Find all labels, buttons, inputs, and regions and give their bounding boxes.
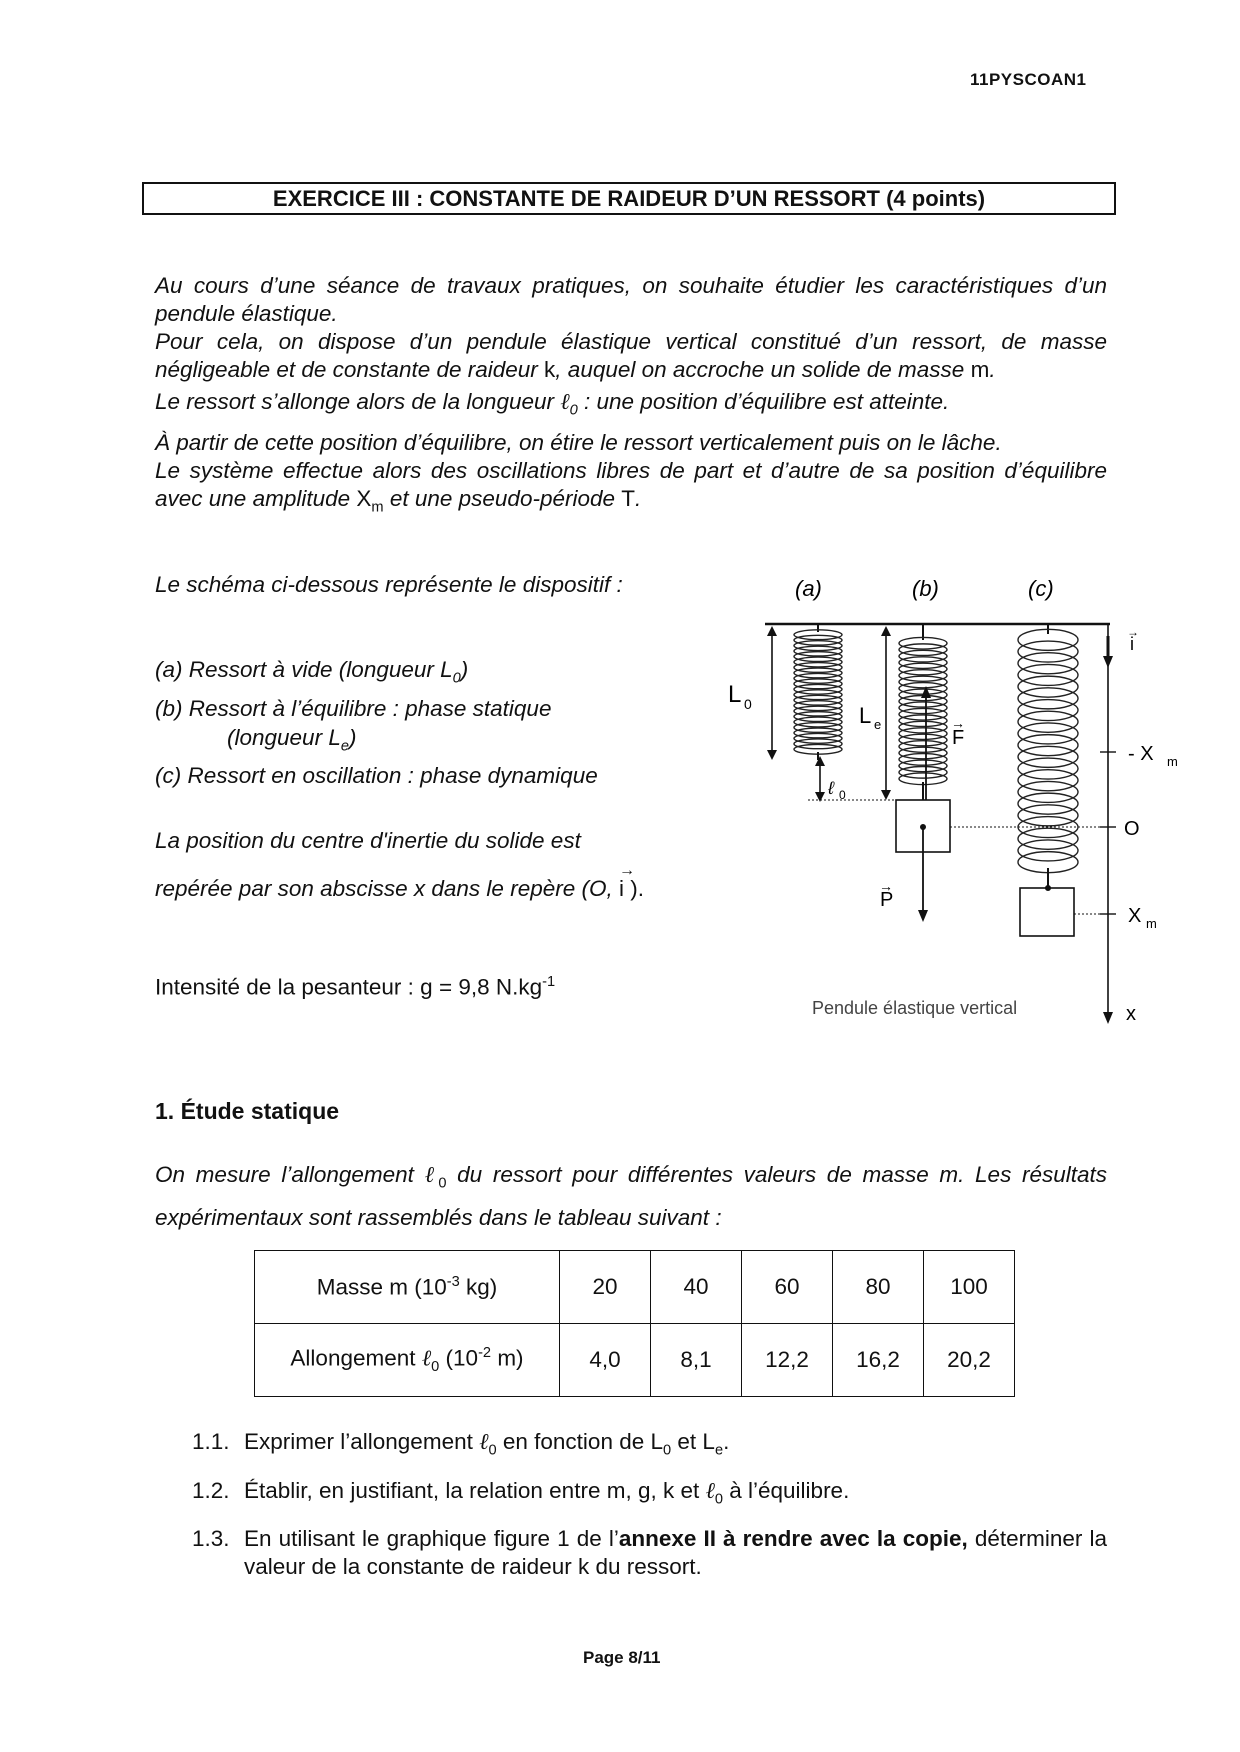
svg-text:0: 0	[839, 788, 846, 802]
svg-text:0: 0	[744, 696, 752, 712]
svg-text:→: →	[1127, 625, 1139, 639]
intro-paragraph-2: Pour cela, on dispose d’un pendule élastique vertical constitué d’un ressort, de masse négligeable et de constante de raideur k, auquel on accroche un solide de masse m.	[155, 329, 1107, 382]
spring-coil	[1018, 700, 1078, 721]
spring-coil	[1018, 641, 1078, 662]
intro-paragraph-3: Le ressort s’allonge alors de la longueur ℓ$_0$ : une position d’équilibre est atteinte.	[155, 389, 950, 419]
document-code: 11PYSCOAN1	[970, 70, 1087, 89]
label-F: F	[952, 727, 965, 749]
table-cell: 40	[651, 1251, 742, 1324]
spring-a	[794, 624, 842, 760]
table-cell: 100	[924, 1251, 1015, 1324]
table-cell: 60	[742, 1251, 833, 1324]
table-cell: 12,2	[742, 1324, 833, 1397]
weight-P-arrow	[918, 827, 928, 922]
svg-text:m: m	[1146, 916, 1157, 931]
length-l0-arrow	[767, 626, 777, 760]
table-header-mass: Masse m ($10^{-3}$ kg)	[255, 1251, 560, 1324]
table-cell: 16,2	[833, 1324, 924, 1397]
column-label-a: (a)	[795, 576, 822, 601]
label-x: x	[1126, 1003, 1136, 1025]
svg-text:→: →	[951, 715, 965, 731]
spring-b	[899, 624, 947, 800]
label-L0: L	[728, 681, 742, 708]
label-Le: L	[859, 703, 872, 728]
table-row-elongation	[255, 1324, 1015, 1397]
spring-coil	[1018, 735, 1078, 756]
label-minus-xm: - X	[1128, 743, 1154, 765]
measurement-table	[254, 1250, 1015, 1397]
gravity-value: Intensité de la pesanteur : g = 9,8 $N.kg^{-1}$	[155, 974, 556, 1000]
spring-c	[1018, 624, 1078, 888]
intro-paragraph-1: Au cours d’une séance de travaux pratiques, on souhaite étudier les caractéristiques d’un pendule élastique.	[155, 273, 1107, 326]
position-text-2: repérée par son abscisse x dans le repère (O, → i ).	[155, 862, 645, 901]
table-row-mass	[255, 1251, 1015, 1324]
spring-coil	[1018, 653, 1078, 674]
legend-b-length: (longueur $L_e$)	[227, 724, 357, 754]
schema-label: Le schéma ci-dessous représente le dispositif :	[155, 572, 623, 597]
table-cell: 8,1	[651, 1324, 742, 1397]
svg-text:m: m	[1167, 754, 1178, 769]
label-xm: X	[1128, 905, 1142, 927]
label-origin-O: O	[1124, 818, 1140, 840]
spring-coil	[1018, 770, 1078, 791]
schema-legend	[155, 655, 598, 790]
spring-coil	[1018, 793, 1078, 814]
intro-text	[155, 272, 1107, 521]
spring-coil	[1018, 781, 1078, 802]
question-1-2: 1.2. Établir, en justifiant, la relation entre m, g, k et ℓ$_0$ à l’équilibre.	[192, 1478, 850, 1508]
diagram-caption: Pendule élastique vertical	[812, 998, 1018, 1018]
label-P: P	[880, 889, 894, 911]
legend-c: (c) Ressort en oscillation : phase dynamique	[155, 763, 598, 788]
table-cell: 20,2	[924, 1324, 1015, 1397]
exercise-title: EXERCICE III : CONSTANTE DE RAIDEUR D’UN RESSORT (4 points)	[142, 182, 1116, 215]
pendulum-diagram	[720, 560, 1180, 1040]
table-header-elongation: Allongement ℓ$_0$ ($10^{-2}$ m)	[255, 1324, 560, 1397]
table-cell: 80	[833, 1251, 924, 1324]
legend-b: (b) Ressort à l’équilibre : phase statique	[155, 695, 552, 721]
page-number: Page 8/11	[583, 1648, 661, 1667]
spring-coil	[1018, 805, 1078, 826]
spring-coil	[1018, 758, 1078, 779]
position-text-1: La position du centre d'inertie du solide est	[155, 828, 581, 853]
spring-coil	[1018, 688, 1078, 709]
mass-c	[1020, 888, 1074, 936]
question-1-3: 1.3. En utilisant le graphique figure 1 de l’annexe II à rendre avec la copie, déterminer la valeur de la constante de raideur k du ressort.	[192, 1526, 1107, 1579]
label-i-vector: i	[1130, 634, 1134, 654]
column-label-c: (c)	[1028, 576, 1054, 601]
spring-coil	[1018, 723, 1078, 744]
spring-coil	[1018, 711, 1078, 732]
table-cell: 4,0	[560, 1324, 651, 1397]
spring-coil	[1018, 746, 1078, 767]
x-axis	[1100, 624, 1116, 1024]
measurement-intro: On mesure l’allongement ℓ$_0$ du ressort pour différentes valeurs de masse m. Les résultats expérimentaux sont rassemblés dans le tableau suivant :	[155, 1162, 1108, 1230]
spring-coil	[1018, 840, 1078, 861]
spring-coil	[1018, 828, 1078, 849]
spring-coil	[1018, 676, 1078, 697]
length-le-arrow	[881, 626, 891, 800]
question-1-1: 1.1. Exprimer l’allongement ℓ$_0$ en fonction de $L_0$ et $L_e$.	[192, 1429, 730, 1459]
intro-paragraph-4: À partir de cette position d’équilibre, on étire le ressort verticalement puis on le lâche.	[155, 429, 1002, 455]
column-label-b: (b)	[912, 576, 939, 601]
svg-text:→: →	[879, 878, 893, 894]
spring-coil	[1018, 664, 1078, 685]
legend-a: (a) Ressort à vide (longueur $L_0$)	[155, 657, 469, 687]
table-cell: 20	[560, 1251, 651, 1324]
section-1-title: 1. Étude statique	[155, 1098, 340, 1124]
intro-paragraph-5: Le système effectue alors des oscillations libres de part et d’autre de sa position d’équilibre avec une amplitude $X_m$ et une pseudo-période T.	[155, 457, 1107, 515]
label-l0: ℓ	[828, 778, 834, 798]
svg-text:e: e	[874, 717, 882, 732]
